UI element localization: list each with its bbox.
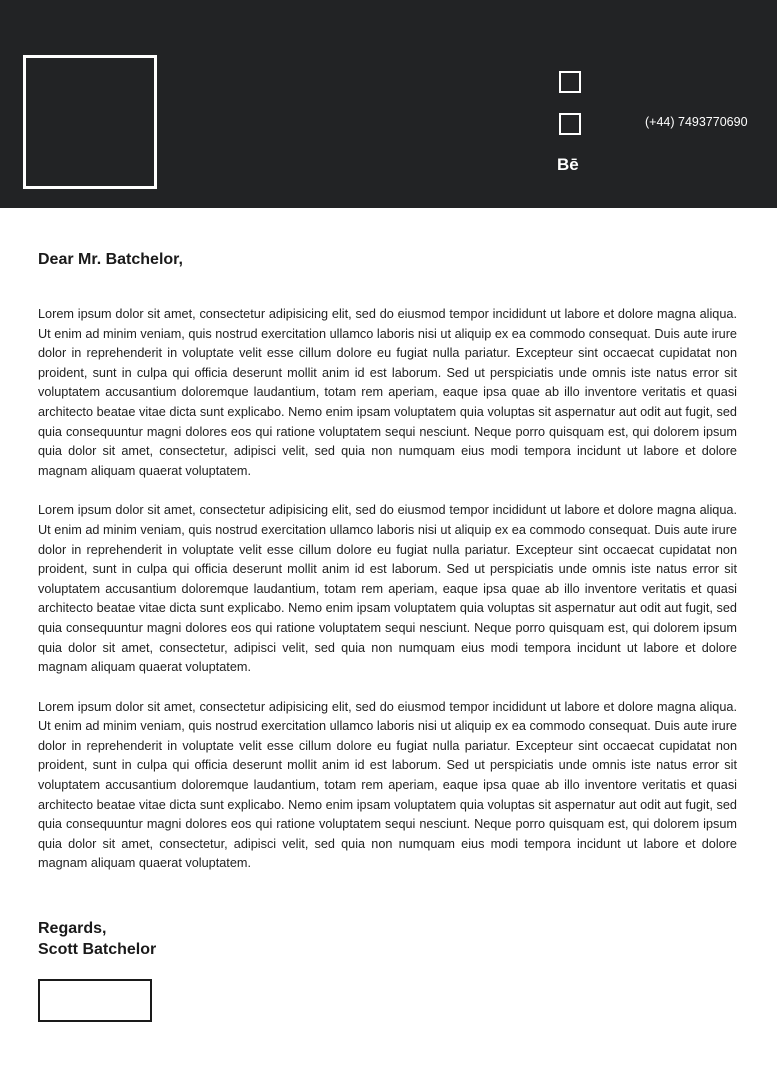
- logo-placeholder: [23, 55, 157, 189]
- letter-body: [38, 305, 737, 894]
- behance-icon[interactable]: Bē: [557, 155, 579, 174]
- square-icon[interactable]: [559, 71, 581, 93]
- closing-block: [38, 918, 156, 960]
- header-bar: [0, 0, 777, 208]
- square-icon[interactable]: [559, 113, 581, 135]
- paragraph: Lorem ipsum dolor sit amet, consectetur adipisicing elit, sed do eiusmod tempor incididunt ut labore et dolore magna aliqua. Ut enim ad minim veniam, quis nostrud exercitation ullamco laboris nisi ut aliquip ex ea commodo consequat. Duis aute irure dolor in reprehenderit in voluptate velit esse cillum dolore eu fugiat nulla pariatur. Excepteur sint occaecat cupidatat non proident, sunt in culpa qui officia deserunt mollit anim id est laborum. Sed ut perspiciatis unde omnis iste natus error sit voluptatem accusantium doloremque laudantium, totam rem aperiam, eaque ipsa quae ab illo inventore veritatis et quasi architecto beatae vitae dicta sunt explicabo. Nemo enim ipsam voluptatem quia voluptas sit aspernatur aut odit aut fugit, sed quia consequuntur magni dolores eos qui ratione voluptatem sequi nesciunt. Neque porro quisquam est, qui dolorem ipsum quia dolor sit amet, consectetur, adipisci velit, sed quia non numquam eius modi tempora incidunt ut labore et dolore magnam aliquam quaerat voluptatem.: [38, 503, 737, 675]
- closing-text: Regards,: [38, 920, 107, 937]
- paragraph: Lorem ipsum dolor sit amet, consectetur adipisicing elit, sed do eiusmod tempor incididunt ut labore et dolore magna aliqua. Ut enim ad minim veniam, quis nostrud exercitation ullamco laboris nisi ut aliquip ex ea commodo consequat. Duis aute irure dolor in reprehenderit in voluptate velit esse cillum dolore eu fugiat nulla pariatur. Excepteur sint occaecat cupidatat non proident, sunt in culpa qui officia deserunt mollit anim id est laborum. Sed ut perspiciatis unde omnis iste natus error sit voluptatem accusantium doloremque laudantium, totam rem aperiam, eaque ipsa quae ab illo inventore veritatis et quasi architecto beatae vitae dicta sunt explicabo. Nemo enim ipsam voluptatem quia voluptas sit aspernatur aut odit aut fugit, sed quia consequuntur magni dolores eos qui ratione voluptatem sequi nesciunt. Neque porro quisquam est, qui dolorem ipsum quia dolor sit amet, consectetur, adipisci velit, sed quia non numquam eius modi tempora incidunt ut labore et dolore magnam aliquam quaerat voluptatem.: [38, 699, 737, 871]
- paragraph: Lorem ipsum dolor sit amet, consectetur adipisicing elit, sed do eiusmod tempor incididunt ut labore et dolore magna aliqua. Ut enim ad minim veniam, quis nostrud exercitation ullamco laboris nisi ut aliquip ex ea commodo consequat. Duis aute irure dolor in reprehenderit in voluptate velit esse cillum dolore eu fugiat nulla pariatur. Excepteur sint occaecat cupidatat non proident, sunt in culpa qui officia deserunt mollit anim id est laborum. Sed ut perspiciatis unde omnis iste natus error sit voluptatem accusantium doloremque laudantium, totam rem aperiam, eaque ipsa quae ab illo inventore veritatis et quasi architecto beatae vitae dicta sunt explicabo. Nemo enim ipsam voluptatem quia voluptas sit aspernatur aut odit aut fugit, sed quia consequuntur magni dolores eos qui ratione voluptatem sequi nesciunt. Neque porro quisquam est, qui dolorem ipsum quia dolor sit amet, consectetur, adipisci velit, sed quia non numquam eius modi tempora incidunt ut labore et dolore magnam aliquam quaerat voluptatem.: [38, 307, 737, 478]
- phone-number: (+44) 7493770690: [645, 115, 748, 129]
- signer-name: Scott Batchelor: [38, 941, 157, 958]
- signature-placeholder: [38, 979, 152, 1022]
- greeting: Dear Mr. Batchelor,: [38, 251, 183, 268]
